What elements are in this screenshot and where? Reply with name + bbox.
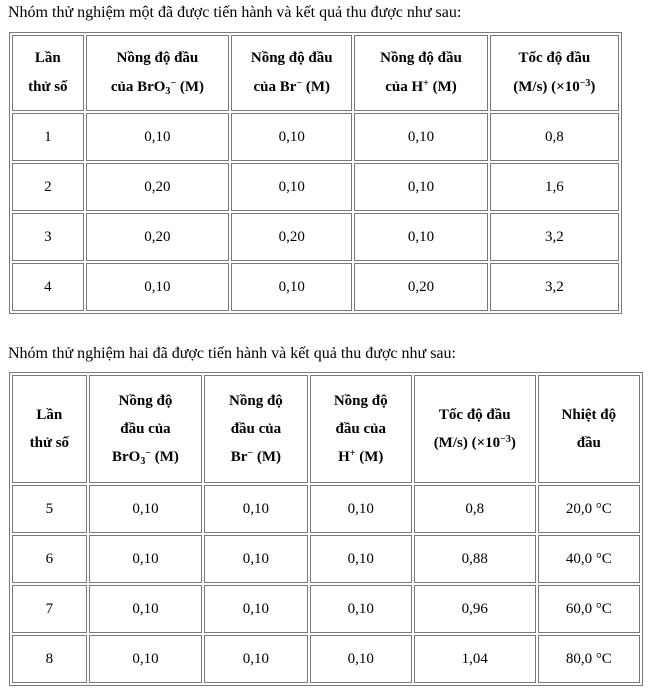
header-h-conc: Nồng độ đầu của H+ (M) [354, 35, 487, 111]
header-bro3-conc: Nồng độ đầu của BrO$_3$− (M) [89, 375, 203, 483]
cell-br: 0,10 [204, 485, 307, 533]
table-row [12, 635, 640, 683]
cell-h: 0,10 [310, 535, 412, 583]
cell-bro3: 0,10 [86, 113, 229, 161]
cell-trial: 7 [12, 585, 87, 633]
header-rate: Tốc độ đầu (M/s) $(\times 10^{-3})$ [414, 375, 536, 483]
cell-h: 0,10 [310, 485, 412, 533]
header-trial: Lần thử số [12, 375, 87, 483]
cell-br: 0,10 [231, 163, 352, 211]
header-br-conc: Nồng độ đầu của Br− (M) [231, 35, 352, 111]
cell-trial: 8 [12, 635, 87, 683]
cell-bro3: 0,20 [86, 163, 229, 211]
cell-bro3: 0,10 [89, 635, 203, 683]
cell-h: 0,10 [310, 585, 412, 633]
cell-h: 0,20 [354, 263, 487, 311]
cell-bro3: 0,10 [86, 263, 229, 311]
table-row [12, 585, 640, 633]
header-temp: Nhiệt độ đầu [538, 375, 640, 483]
cell-br: 0,20 [231, 213, 352, 261]
cell-h: 0,10 [354, 213, 487, 261]
group1-table [9, 32, 622, 314]
cell-rate: 1,6 [490, 163, 619, 211]
cell-rate: 3,2 [490, 213, 619, 261]
header-trial: Lần thử số [12, 35, 84, 111]
cell-trial: 6 [12, 535, 87, 583]
table-row [12, 113, 619, 161]
table-row [12, 213, 619, 261]
header-bro3-conc: Nồng độ đầu của BrO$_3$− (M) [86, 35, 229, 111]
cell-temp: 40,0 °C [538, 535, 640, 583]
cell-trial: 3 [12, 213, 84, 261]
header-row [12, 35, 619, 111]
header-row [12, 375, 640, 483]
cell-temp: 20,0 °C [538, 485, 640, 533]
cell-rate: 0,8 [490, 113, 619, 161]
cell-trial: 2 [12, 163, 84, 211]
header-br-conc: Nồng độ đầu của Br− (M) [204, 375, 307, 483]
header-rate: Tốc độ đầu (M/s) $(\times 10^{-3})$ [490, 35, 619, 111]
table-row [12, 535, 640, 583]
cell-bro3: 0,10 [89, 485, 203, 533]
group1-caption: Nhóm thử nghiệm một đã được tiến hành và kết quả thu được như sau: [8, 4, 462, 21]
table-row [12, 263, 619, 311]
cell-br: 0,10 [204, 535, 307, 583]
cell-rate: 0,96 [414, 585, 536, 633]
cell-bro3: 0,20 [86, 213, 229, 261]
table-row [12, 163, 619, 211]
cell-bro3: 0,10 [89, 535, 203, 583]
cell-bro3: 0,10 [89, 585, 203, 633]
cell-rate: 1,04 [414, 635, 536, 683]
cell-trial: 1 [12, 113, 84, 161]
cell-h: 0,10 [310, 635, 412, 683]
cell-br: 0,10 [204, 585, 307, 633]
cell-br: 0,10 [231, 113, 352, 161]
cell-rate: 3,2 [490, 263, 619, 311]
group2-table [9, 372, 643, 686]
cell-rate: 0,8 [414, 485, 536, 533]
table-row [12, 485, 640, 533]
cell-trial: 5 [12, 485, 87, 533]
cell-temp: 80,0 °C [538, 635, 640, 683]
cell-h: 0,10 [354, 113, 487, 161]
header-h-conc: Nồng độ đầu của H+ (M) [310, 375, 412, 483]
cell-br: 0,10 [204, 635, 307, 683]
cell-temp: 60,0 °C [538, 585, 640, 633]
group2-caption: Nhóm thử nghiệm hai đã được tiến hành và kết quả thu được như sau: [8, 345, 456, 362]
cell-h: 0,10 [354, 163, 487, 211]
cell-br: 0,10 [231, 263, 352, 311]
cell-rate: 0,88 [414, 535, 536, 583]
cell-trial: 4 [12, 263, 84, 311]
